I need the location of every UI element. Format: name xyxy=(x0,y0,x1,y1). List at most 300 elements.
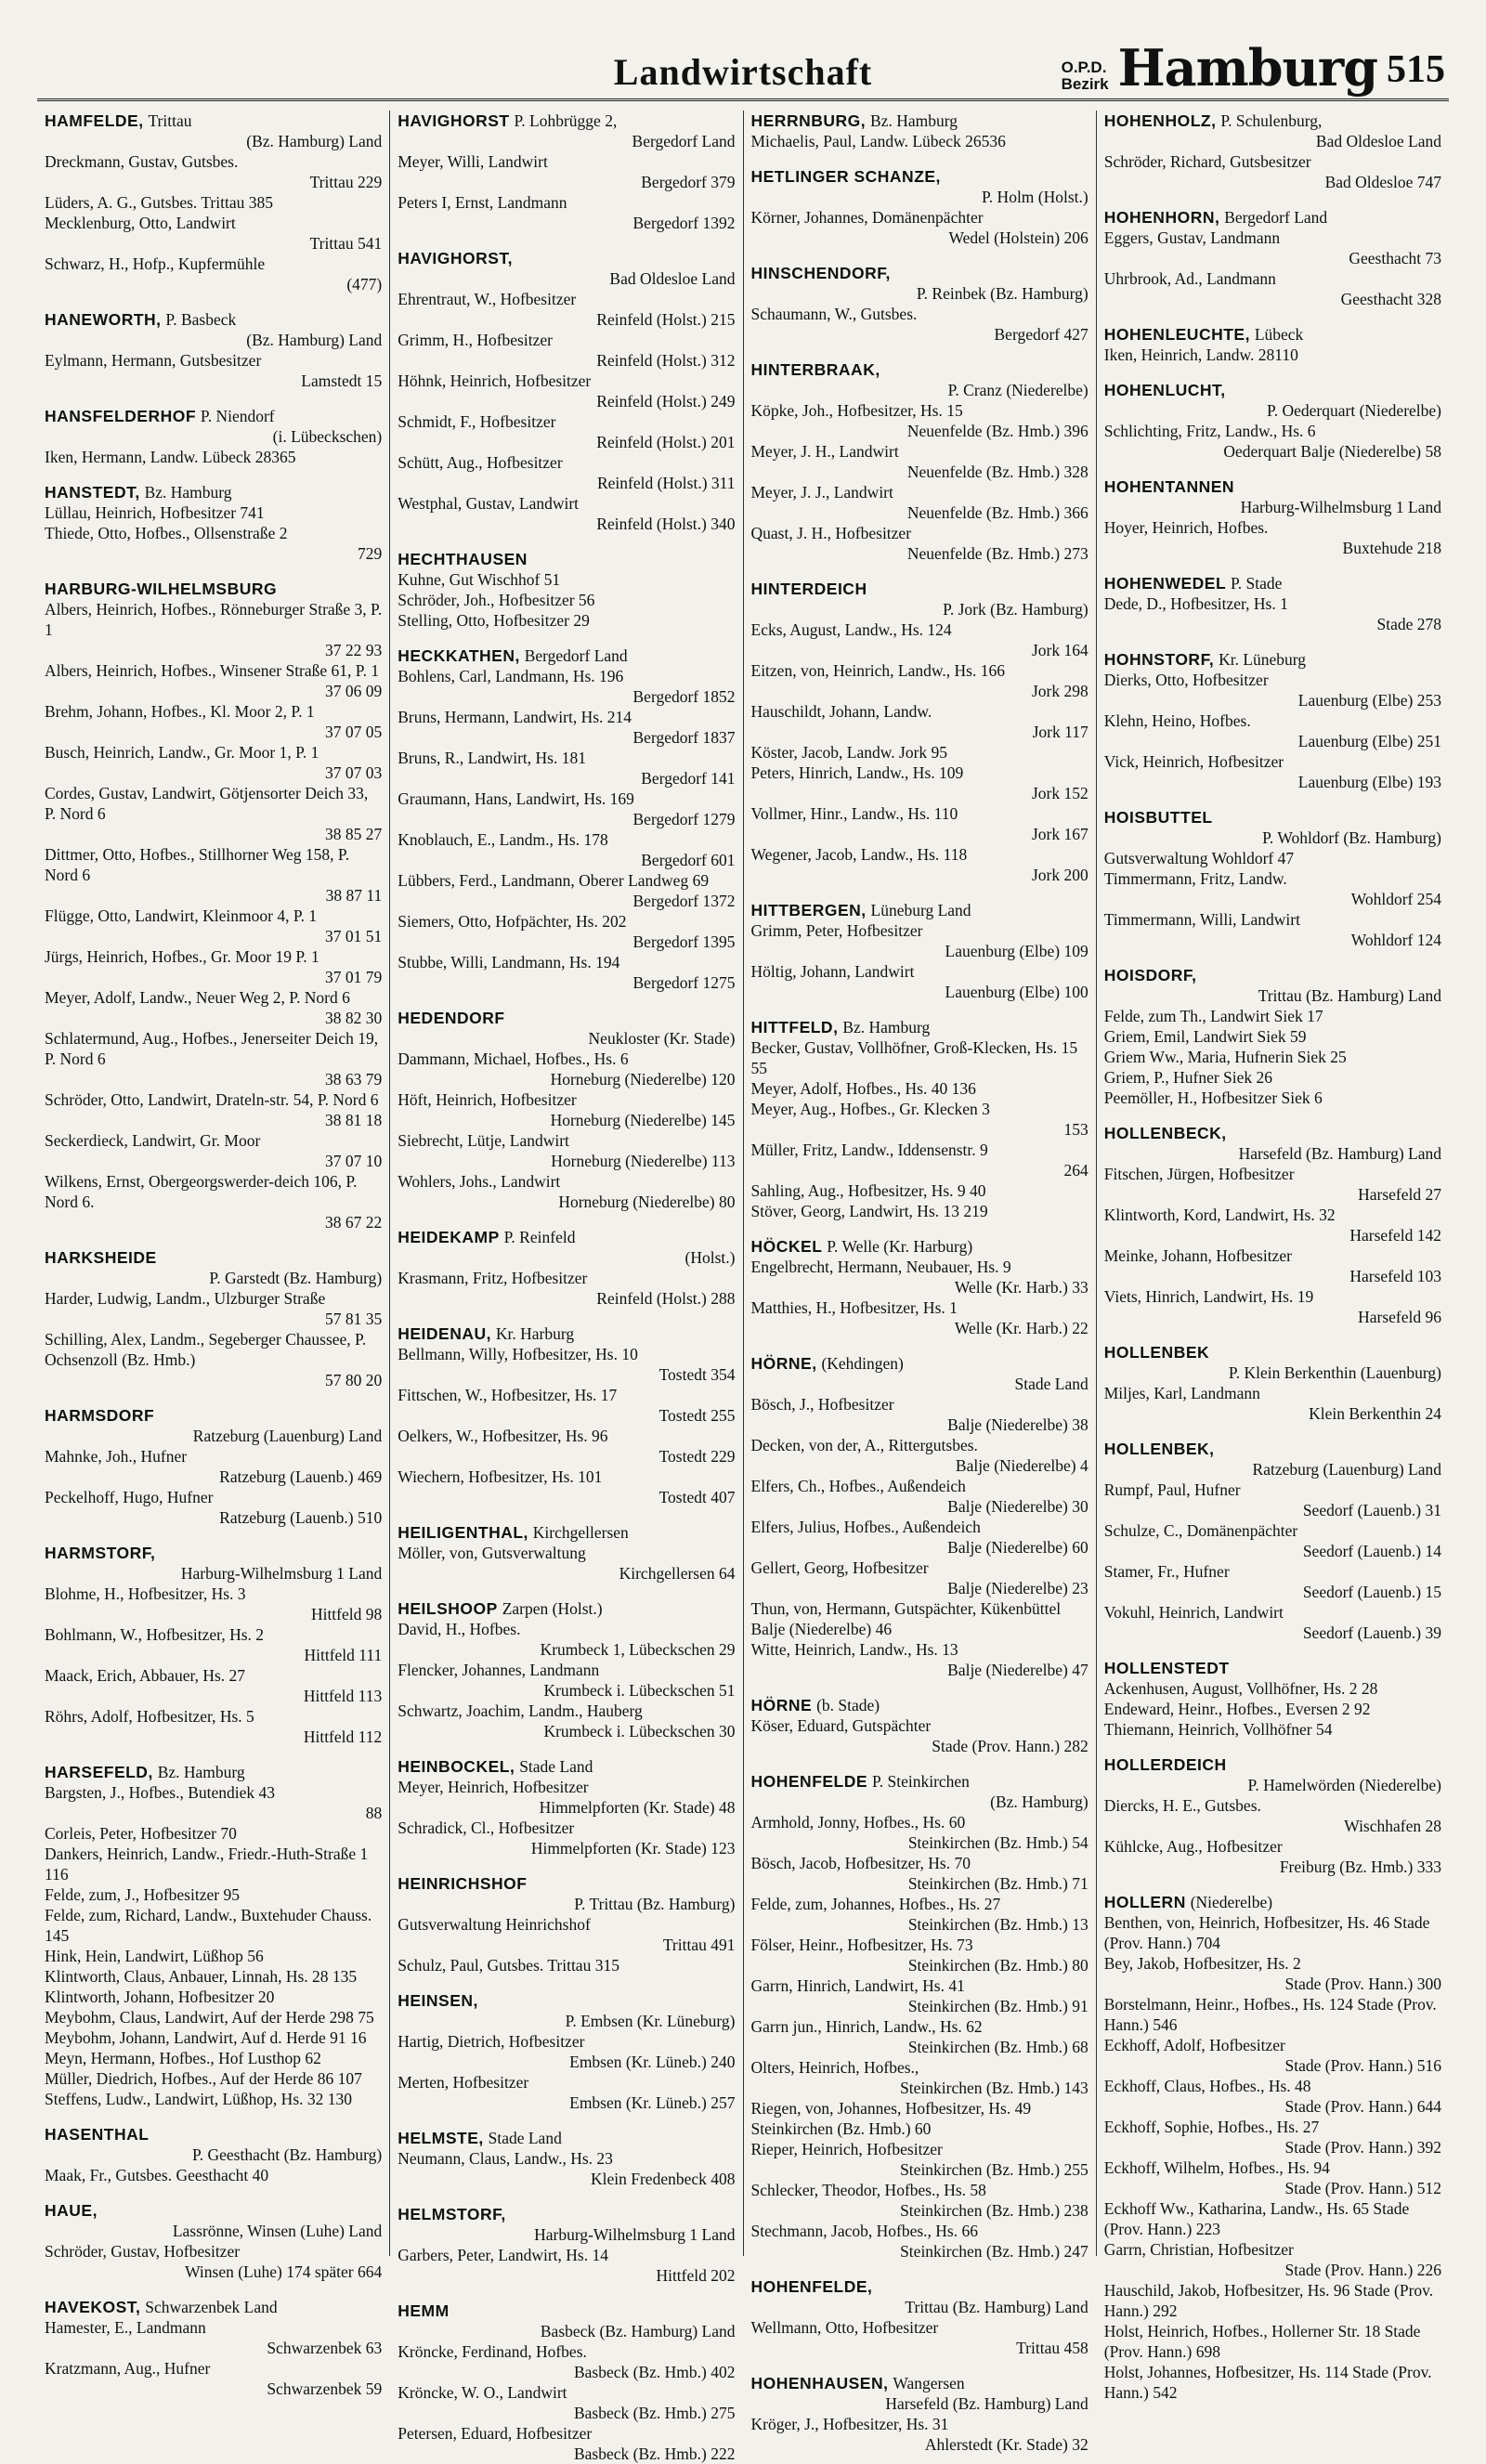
place-location: Bergedorf Land xyxy=(524,646,628,665)
directory-entry xyxy=(45,1584,382,1624)
directory-entry xyxy=(398,707,735,748)
entry-name: Engelbrecht, Hermann, Neubauer, Hs. 9 xyxy=(750,1258,1011,1276)
place-name: HEILSHOOP xyxy=(398,1599,498,1618)
entry-name: Bruns, Hermann, Landwirt, Hs. 214 xyxy=(398,708,632,726)
entry-name: Klintworth, Kord, Landwirt, Hs. 32 xyxy=(1103,1206,1336,1224)
directory-entry xyxy=(398,829,735,870)
place-district: Bergedorf Land xyxy=(632,132,736,150)
entry-phone: Embsen (Kr. Lüneb.) 257 xyxy=(569,2093,736,2112)
entry-phone: Steinkirchen (Bz. Hmb.) 255 xyxy=(900,2160,1088,2179)
directory-entry xyxy=(751,1598,1088,1639)
place-heading xyxy=(1104,649,1441,670)
place-name: HÖRNE, xyxy=(750,1354,817,1373)
place-section xyxy=(751,1353,1088,1680)
page-header xyxy=(37,37,1449,101)
entry-phone: Jork 298 xyxy=(1031,682,1088,700)
place-section xyxy=(751,1017,1088,1221)
entry-name: Köser, Eduard, Gutspächter xyxy=(750,1716,932,1735)
entry-name: Viets, Hinrich, Landwirt, Hs. 19 xyxy=(1103,1287,1314,1306)
directory-entry xyxy=(398,2245,735,2286)
entry-name: Eggers, Gustav, Landmann xyxy=(1103,228,1281,247)
directory-entry xyxy=(398,2031,735,2072)
place-name: HOISBUTTEL xyxy=(1103,808,1213,827)
directory-entry xyxy=(751,1201,1088,1221)
entry-name: Peters, Hinrich, Landw., Hs. 109 xyxy=(750,763,964,782)
directory-entry xyxy=(398,610,735,631)
place-heading xyxy=(45,2124,382,2145)
place-district: Lassrönne, Winsen (Luhe) Land xyxy=(172,2222,383,2240)
place-section xyxy=(45,406,382,467)
entry-name: Blohme, H., Hofbesitzer, Hs. 3 xyxy=(45,1584,246,1603)
place-name: HECKKATHEN, xyxy=(398,646,520,665)
directory-entry xyxy=(751,2139,1088,2180)
entry-name: Siebrecht, Lütje, Landwirt xyxy=(398,1131,569,1150)
directory-entry xyxy=(1104,848,1441,868)
entry-name: Fittschen, W., Hofbesitzer, Hs. 17 xyxy=(398,1386,618,1404)
place-location: Stade Land xyxy=(519,1757,593,1776)
place-name: HOLLENBEK, xyxy=(1103,1440,1215,1458)
directory-entry xyxy=(45,1028,382,1089)
entry-name: David, H., Hofbes. xyxy=(398,1620,521,1638)
entry-name: Möller, von, Gutsverwaltung xyxy=(398,1544,586,1562)
entry-name: Peckelhoff, Hugo, Hufner xyxy=(45,1488,214,1506)
place-section xyxy=(1104,324,1441,365)
directory-entry xyxy=(398,2148,735,2189)
entry-name: Timmermann, Fritz, Landw. xyxy=(1103,869,1287,888)
entry-name: Gutsverwaltung Wohldorf 47 xyxy=(1103,849,1295,867)
entry-phone: Bergedorf 1275 xyxy=(632,973,736,992)
entry-phone: 37 01 79 xyxy=(325,968,383,986)
directory-entry xyxy=(751,482,1088,523)
place-section xyxy=(45,482,382,564)
entry-name: Garrn, Hinrich, Landwirt, Hs. 41 xyxy=(750,1976,965,1995)
entry-phone: Bad Oldesloe 747 xyxy=(1324,173,1441,191)
directory-entry xyxy=(751,742,1088,763)
directory-entry xyxy=(751,400,1088,441)
place-location: P. Schulenburg, xyxy=(1220,111,1323,130)
entry-phone: Lauenburg (Elbe) 253 xyxy=(1297,691,1441,710)
place-location: P. Stade xyxy=(1231,574,1283,593)
place-section xyxy=(398,1008,735,1212)
entry-phone: Jork 200 xyxy=(1031,866,1088,884)
place-heading xyxy=(1104,476,1441,497)
place-district: Bad Oldesloe Land xyxy=(1315,132,1441,150)
directory-entry xyxy=(751,660,1088,701)
place-heading xyxy=(1104,573,1441,593)
column-4 xyxy=(1097,111,1449,2402)
entry-phone: Wohldorf 124 xyxy=(1350,931,1441,949)
entry-name: Meyn, Hermann, Hofbes., Hof Lusthop 62 xyxy=(45,2049,321,2067)
entry-phone: Seedorf (Lauenb.) 39 xyxy=(1302,1623,1441,1642)
entry-phone: Tostedt 354 xyxy=(658,1365,736,1384)
directory-entry xyxy=(398,952,735,993)
place-heading xyxy=(751,263,1088,283)
entry-name: Griem Ww., Maria, Hufnerin Siek 25 xyxy=(1103,1048,1347,1066)
entry-phone: Stade (Prov. Hann.) 226 xyxy=(1284,2261,1441,2279)
directory-entry xyxy=(751,2098,1088,2139)
directory-entry xyxy=(751,2016,1088,2057)
place-name: HÖCKEL xyxy=(750,1237,823,1256)
place-district: Ratzeburg (Lauenburg) Land xyxy=(1252,1460,1441,1479)
entry-name: Schulze, C., Domänenpächter xyxy=(1103,1521,1298,1540)
entry-name: Cordes, Gustav, Landwirt, Götjensorter Deich 33, P. Nord 6 xyxy=(45,784,369,823)
directory-entry xyxy=(1104,1047,1441,1067)
entry-phone: Trittau 229 xyxy=(309,173,383,191)
entry-name: Harder, Ludwig, Landm., Ulzburger Straße xyxy=(45,1289,326,1308)
directory-entry xyxy=(1104,1006,1441,1026)
place-district: P. Garstedt (Bz. Hamburg) xyxy=(209,1269,383,1287)
place-heading xyxy=(1104,1342,1441,1362)
entry-name: Meybohm, Johann, Landwirt, Auf d. Herde 91 16 xyxy=(45,2028,367,2047)
directory-entry xyxy=(751,2317,1088,2358)
entry-phone: Neuenfelde (Bz. Hmb.) 328 xyxy=(906,463,1088,481)
directory-entry xyxy=(398,1426,735,1467)
place-district: Harsefeld (Bz. Hamburg) Land xyxy=(885,2394,1088,2413)
directory-entry xyxy=(751,961,1088,1002)
directory-entry xyxy=(1104,751,1441,792)
entry-name: Schlichting, Fritz, Landw., Hs. 6 xyxy=(1103,422,1316,440)
place-heading xyxy=(398,2128,735,2148)
directory-entry xyxy=(398,1914,735,1955)
directory-entry xyxy=(45,987,382,1028)
directory-entry xyxy=(1104,1699,1441,1719)
header-right xyxy=(1061,38,1445,98)
directory-entry xyxy=(398,1089,735,1130)
place-district: Neukloster (Kr. Stade) xyxy=(588,1029,736,1048)
entry-name: Schröder, Gustav, Hofbesitzer xyxy=(45,2242,241,2261)
directory-entry xyxy=(398,1543,735,1584)
place-section xyxy=(45,111,382,294)
place-district: (Bz. Hamburg) Land xyxy=(246,132,383,150)
place-name: HEIDEKAMP xyxy=(398,1228,500,1246)
entry-phone: 38 85 27 xyxy=(325,825,383,843)
entry-name: Oelkers, W., Hofbesitzer, Hs. 96 xyxy=(398,1427,608,1445)
directory-entry xyxy=(398,2072,735,2113)
entry-phone: Stade (Prov. Hann.) 300 xyxy=(1284,1975,1441,1993)
directory-entry xyxy=(45,701,382,742)
entry-phone: Krumbeck i. Lübeckschen 30 xyxy=(543,1722,736,1740)
directory-entry xyxy=(45,2048,382,2068)
column-2 xyxy=(390,111,743,2463)
entry-phone: Jork 117 xyxy=(1032,723,1088,741)
place-district: Trittau (Bz. Hamburg) Land xyxy=(905,2298,1088,2316)
entry-name: Köster, Jacob, Landw. Jork 95 xyxy=(750,743,948,762)
entry-phone: Lauenburg (Elbe) 100 xyxy=(945,983,1088,1001)
place-name: HÖRNE xyxy=(750,1696,813,1714)
place-heading xyxy=(398,1873,735,1894)
place-section xyxy=(1104,207,1441,309)
entry-name: Flügge, Otto, Landwirt, Kleinmoor 4, P. 1 xyxy=(45,906,318,925)
place-district: Basbeck (Bz. Hamburg) Land xyxy=(540,2322,736,2340)
entry-name: Klintworth, Johann, Hofbesitzer 20 xyxy=(45,1988,275,2006)
place-heading xyxy=(1104,965,1441,985)
entry-name: Schröder, Joh., Hofbesitzer 56 xyxy=(398,591,595,609)
place-district: P. Geesthacht (Bz. Hamburg) xyxy=(191,2145,383,2164)
entry-name: Schaumann, W., Gutsbes. xyxy=(750,305,918,323)
entry-name: Ecks, August, Landw., Hs. 124 xyxy=(750,620,952,639)
entry-name: Meyer, Adolf, Hofbes., Hs. 40 136 xyxy=(750,1079,976,1098)
place-heading xyxy=(45,1247,382,1268)
place-section xyxy=(1104,111,1441,192)
entry-name: Hink, Hein, Landwirt, Lüßhop 56 xyxy=(45,1947,264,1965)
entry-name: Rumpf, Paul, Hufner xyxy=(1103,1480,1241,1499)
entry-name: Vokuhl, Heinrich, Landwirt xyxy=(1103,1603,1284,1622)
place-name: HEILIGENTHAL, xyxy=(398,1523,528,1542)
entry-name: Siemers, Otto, Hofpächter, Hs. 202 xyxy=(398,912,627,931)
place-heading xyxy=(45,1405,382,1426)
entry-name: Eckhoff Ww., Katharina, Landw., Hs. 65 Stade (Prov. Hann.) 223 xyxy=(1103,2199,1410,2238)
entry-phone: Seedorf (Lauenb.) 14 xyxy=(1302,1542,1441,1560)
entry-name: Meyer, Aug., Hofbes., Gr. Klecken 3 xyxy=(750,1100,990,1118)
entry-name: Dierks, Otto, Hofbesitzer xyxy=(1103,671,1269,689)
entry-name: Schwarz, H., Hofp., Kupfermühle xyxy=(45,254,266,273)
city-name: Hamburg xyxy=(1117,38,1377,98)
entry-phone: Hittfeld 113 xyxy=(303,1687,383,1705)
directory-entry xyxy=(45,151,382,192)
entry-phone: Trittau 491 xyxy=(662,1936,736,1954)
entry-phone: Horneburg (Niederelbe) 145 xyxy=(550,1111,736,1129)
place-heading xyxy=(45,1543,382,1563)
directory-entry xyxy=(45,2358,382,2399)
entry-phone: Welle (Kr. Harb.) 33 xyxy=(954,1278,1088,1297)
entry-phone: Horneburg (Niederelbe) 80 xyxy=(558,1193,736,1211)
entry-name: Bohlmann, W., Hofbesitzer, Hs. 2 xyxy=(45,1625,265,1644)
place-district: P. Wohldorf (Bz. Hamburg) xyxy=(1262,828,1441,847)
entry-phone: 264 xyxy=(1063,1161,1088,1180)
place-section xyxy=(45,2124,382,2185)
entry-name: Klehn, Heino, Hofbes. xyxy=(1103,711,1251,730)
entry-name: Kröncke, Ferdinand, Hofbes. xyxy=(398,2342,587,2361)
place-heading xyxy=(398,1990,735,2011)
entry-phone: Neuenfelde (Bz. Hmb.) 273 xyxy=(906,544,1088,563)
directory-entry xyxy=(1104,1480,1441,1520)
directory-entry xyxy=(45,1624,382,1665)
entry-phone: Jork 164 xyxy=(1031,641,1088,659)
place-section xyxy=(751,359,1088,564)
place-name: HERRNBURG, xyxy=(750,111,867,130)
place-district: (i. Lübeckschen) xyxy=(272,427,383,446)
entry-phone: Wischhafen 28 xyxy=(1344,1817,1441,1835)
entry-name: Garrn, Christian, Hofbesitzer xyxy=(1103,2240,1294,2259)
entry-name: Riegen, von, Johannes, Hofbesitzer, Hs. 49 Steinkirchen (Bz. Hmb.) 60 xyxy=(750,2099,1032,2138)
entry-phone: Steinkirchen (Bz. Hmb.) 80 xyxy=(907,1956,1088,1975)
place-section xyxy=(751,2276,1088,2358)
directory-entry xyxy=(1104,2158,1441,2198)
entry-phone: Stade (Prov. Hann.) 644 xyxy=(1284,2097,1441,2116)
directory-entry xyxy=(1104,670,1441,711)
entry-phone: 88 xyxy=(365,1804,383,1822)
directory-entry xyxy=(45,1706,382,1747)
place-name: HARBURG-WILHELMSBURG xyxy=(45,580,278,598)
directory-entry xyxy=(398,1955,735,1975)
place-heading xyxy=(398,1522,735,1543)
entry-phone: Bergedorf 1392 xyxy=(632,214,736,232)
place-location: P. Basbeck xyxy=(165,310,237,329)
entry-name: Olters, Heinrich, Hofbes., xyxy=(750,2058,919,2077)
place-section xyxy=(1104,476,1441,558)
entry-phone: Tostedt 407 xyxy=(658,1488,736,1506)
entry-phone: Horneburg (Niederelbe) 120 xyxy=(550,1070,736,1089)
directory-entry xyxy=(751,1078,1088,1099)
entry-phone: Schwarzenbek 59 xyxy=(267,2379,383,2398)
entry-phone: Hittfeld 112 xyxy=(303,1727,383,1746)
entry-name: Höft, Heinrich, Hofbesitzer xyxy=(398,1090,577,1109)
place-name: HITTBERGEN, xyxy=(750,901,867,919)
place-heading xyxy=(1104,1892,1441,1912)
place-section xyxy=(398,2204,735,2286)
entry-phone: Lauenburg (Elbe) 109 xyxy=(945,942,1088,960)
entry-name: Garrn jun., Hinrich, Landw., Hs. 62 xyxy=(750,2017,983,2036)
entry-name: Seckerdieck, Landwirt, Gr. Moor xyxy=(45,1131,261,1150)
entry-phone: Krumbeck i. Lübeckschen 51 xyxy=(543,1681,736,1700)
place-section xyxy=(1104,1892,1441,2403)
directory-entry xyxy=(398,2423,735,2464)
place-location: (Niederelbe) xyxy=(1190,1893,1273,1911)
entry-phone: 38 81 18 xyxy=(325,1111,383,1129)
place-name: HOHENWEDEL xyxy=(1103,574,1227,593)
entry-phone: Ratzeburg (Lauenb.) 510 xyxy=(219,1508,383,1527)
directory-entry xyxy=(398,330,735,371)
entry-name: Schröder, Otto, Landwirt, Drateln-str. 54, P. Nord 6 xyxy=(45,1090,379,1109)
place-name: HAMFELDE, xyxy=(45,111,144,130)
directory-entry xyxy=(398,289,735,330)
directory-entry xyxy=(751,207,1088,248)
entry-name: Sahling, Aug., Hofbesitzer, Hs. 9 40 xyxy=(750,1181,986,1200)
entry-phone: Wohldorf 254 xyxy=(1350,890,1441,908)
entry-name: Bösch, Jacob, Hofbesitzer, Hs. 70 xyxy=(750,1854,971,1872)
directory-entry xyxy=(45,1844,382,1884)
entry-name: Wellmann, Otto, Hofbesitzer xyxy=(750,2318,939,2337)
directory-entry xyxy=(751,1517,1088,1558)
entry-phone: Schwarzenbek 63 xyxy=(267,2339,383,2357)
directory-entry xyxy=(45,1782,382,1823)
place-section xyxy=(1104,807,1441,950)
entry-name: Thiede, Otto, Hofbes., Ollsenstraße 2 xyxy=(45,524,288,542)
place-district: P. Holm (Holst.) xyxy=(982,188,1088,206)
entry-name: Eckhoff, Sophie, Hofbes., Hs. 27 xyxy=(1103,2118,1320,2136)
directory-entry xyxy=(751,1037,1088,1078)
place-district: Harsefeld (Bz. Hamburg) Land xyxy=(1238,1144,1441,1163)
entry-phone: 153 xyxy=(1063,1120,1088,1139)
page-number: 515 xyxy=(1387,48,1445,91)
entry-name: Gellert, Georg, Hofbesitzer xyxy=(750,1558,929,1577)
entry-name: Brehm, Johann, Hofbes., Kl. Moor 2, P. 1 xyxy=(45,702,315,721)
entry-name: Busch, Heinrich, Landw., Gr. Moor 1, P. 1 xyxy=(45,743,319,762)
entry-name: Griem, P., Hufner Siek 26 xyxy=(1103,1068,1273,1087)
entry-name: Merten, Hofbesitzer xyxy=(398,2073,529,2092)
entry-name: Armhold, Jonny, Hofbes., Hs. 60 xyxy=(750,1813,966,1832)
directory-entry xyxy=(751,2057,1088,2098)
place-section xyxy=(398,2128,735,2189)
directory-entry xyxy=(751,2221,1088,2262)
entry-name: Fitschen, Jürgen, Hofbesitzer xyxy=(1103,1165,1295,1183)
directory-entry xyxy=(45,946,382,987)
entry-name: Eckhoff, Wilhelm, Hofbes., Hs. 94 xyxy=(1103,2158,1330,2177)
directory-entry xyxy=(751,131,1088,151)
entry-name: Stöver, Georg, Landwirt, Hs. 13 219 xyxy=(750,1202,988,1220)
directory-entry xyxy=(1104,868,1441,909)
place-name: HINSCHENDORF, xyxy=(750,264,891,282)
entry-name: Felde, zum, Johannes, Hofbes., Hs. 27 xyxy=(750,1895,1001,1913)
entry-phone: Bergedorf 1372 xyxy=(632,892,736,910)
entry-name: Bösch, J., Hofbesitzer xyxy=(750,1395,894,1414)
directory-entry xyxy=(1104,909,1441,950)
entry-phone: Hittfeld 98 xyxy=(310,1605,383,1623)
directory-entry xyxy=(1104,2117,1441,2158)
entry-name: Ehrentraut, W., Hofbesitzer xyxy=(398,290,577,308)
place-heading xyxy=(1104,1439,1441,1459)
place-location: P. Steinkirchen xyxy=(871,1772,970,1791)
place-heading xyxy=(751,1771,1088,1792)
entry-phone: Basbeck (Bz. Hmb.) 222 xyxy=(573,2444,736,2463)
entry-phone: Balje (Niederelbe) 4 xyxy=(955,1456,1088,1475)
place-name: HEMM xyxy=(398,2301,450,2320)
directory-entry xyxy=(1104,517,1441,558)
entry-name: Kröger, J., Hofbesitzer, Hs. 31 xyxy=(750,2415,949,2433)
place-name: HANSTEDT, xyxy=(45,483,140,502)
place-location: Bz. Hamburg xyxy=(870,111,958,130)
entry-phone: Harsefeld 103 xyxy=(1349,1267,1441,1285)
entry-name: Eitzen, von, Heinrich, Landw., Hs. 166 xyxy=(750,661,1005,680)
entry-phone: Wedel (Holstein) 206 xyxy=(948,228,1088,247)
place-heading xyxy=(398,1227,735,1247)
directory-entry xyxy=(751,2414,1088,2455)
entry-name: Lübbers, Ferd., Landmann, Oberer Landweg 69 xyxy=(398,871,710,890)
place-location: Bergedorf Land xyxy=(1224,208,1328,227)
directory-entry xyxy=(45,1966,382,1987)
place-location: Zarpen (Holst.) xyxy=(502,1599,603,1618)
place-heading xyxy=(1104,1658,1441,1678)
place-section xyxy=(45,1762,382,2109)
place-section xyxy=(398,1323,735,1507)
directory-entry xyxy=(1104,1164,1441,1205)
place-name: HANSFELDERHOF xyxy=(45,407,197,425)
place-location: P. Lohbrügge 2, xyxy=(514,111,618,130)
directory-entry xyxy=(751,441,1088,482)
directory-entry xyxy=(1104,1067,1441,1088)
place-heading xyxy=(398,1756,735,1777)
entry-phone: Steinkirchen (Bz. Hmb.) 13 xyxy=(907,1915,1088,1934)
place-location: Wangersen xyxy=(893,2374,965,2392)
entry-phone: Stade (Prov. Hann.) 512 xyxy=(1284,2179,1441,2197)
directory-entry xyxy=(45,2007,382,2027)
entry-name: Schwartz, Joachim, Landm., Hauberg xyxy=(398,1701,643,1720)
place-heading xyxy=(751,1236,1088,1257)
place-heading xyxy=(45,406,382,426)
place-heading xyxy=(45,111,382,131)
directory-entry xyxy=(45,192,382,213)
directory-entry xyxy=(751,1394,1088,1435)
entry-phone: Ahlerstedt (Kr. Stade) 32 xyxy=(924,2435,1088,2454)
entry-name: Jürgs, Heinrich, Hofbes., Gr. Moor 19 P. 1 xyxy=(45,947,319,966)
column-1 xyxy=(37,111,390,2398)
place-district: Harburg-Wilhelmsburg 1 Land xyxy=(1240,498,1441,516)
entry-name: Quast, J. H., Hofbesitzer xyxy=(750,524,912,542)
place-heading xyxy=(751,2373,1088,2393)
entry-name: Elfers, Ch., Hofbes., Außendeich xyxy=(750,1477,966,1495)
entry-name: Kühlcke, Aug., Hofbesitzer xyxy=(1103,1837,1283,1856)
entry-name: Dreckmann, Gustav, Gutsbes. xyxy=(45,152,239,171)
directory-entry xyxy=(398,1701,735,1741)
entry-name: Decken, von der, A., Rittergutsbes. xyxy=(750,1436,978,1454)
entry-name: Holst, Heinrich, Hofbes., Hollerner Str. 18 Stade (Prov. Hann.) 698 xyxy=(1103,2322,1421,2361)
place-section xyxy=(1104,965,1441,1108)
directory-entry xyxy=(1104,711,1441,751)
directory-entry xyxy=(1104,2321,1441,2362)
entry-phone: Stade (Prov. Hann.) 392 xyxy=(1284,2138,1441,2157)
entry-phone: Horneburg (Niederelbe) 113 xyxy=(551,1152,736,1170)
place-name: HINTERDEICH xyxy=(750,580,867,598)
